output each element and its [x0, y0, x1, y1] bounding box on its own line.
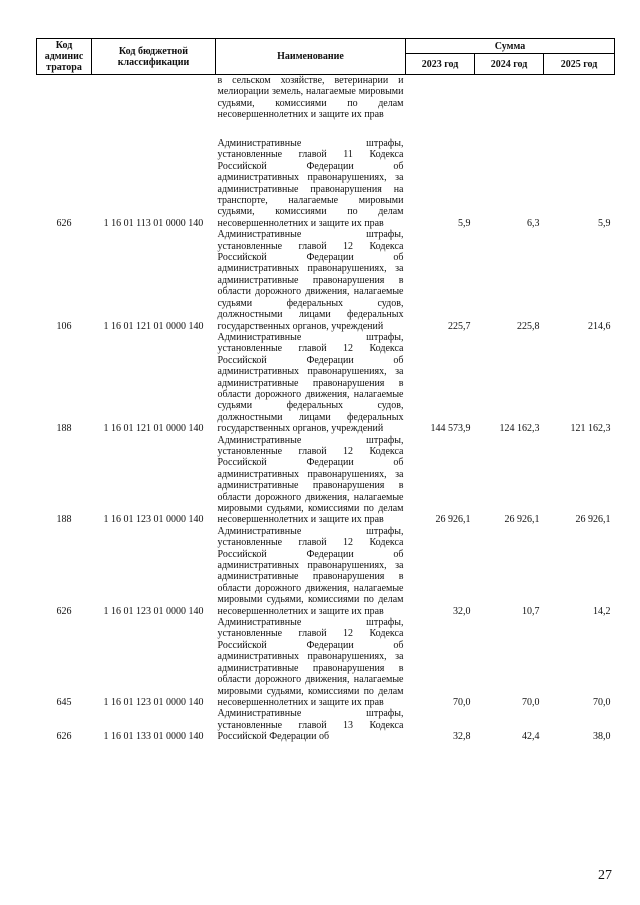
row-kbk: 1 16 01 121 01 0000 140	[103, 423, 204, 435]
row-amount-2023: 32,8	[453, 731, 471, 743]
table-row	[37, 332, 615, 435]
table-row	[37, 229, 615, 332]
row-name: Административные штрафы, установленные главой 12 Кодекса Российской Федерации об административных правонарушениях, за административные правонарушения в области дорожного движения, налагаемые мировыми судьями, комиссиями по делам несовершеннолетних и защите их прав	[217, 617, 404, 708]
budget-revenue-table-page	[36, 38, 614, 743]
row-amount-2025: 26 926,1	[575, 514, 611, 526]
row-admin-code: 188	[56, 514, 72, 526]
row-name: Административные штрафы, установленные главой 12 Кодекса Российской Федерации об административных правонарушениях, за административные правонарушения в области дорожного движения, налагаемые мировыми судьями, комиссиями по делам несовершеннолетних и защите их прав	[217, 525, 404, 617]
row-amount-2023: 70,0	[453, 696, 471, 708]
row-amount-2024: 6,3	[527, 217, 540, 229]
row-amount-2023: 5,9	[458, 217, 471, 229]
row-name: Административные штрафы, установленные главой 11 Кодекса Российской Федерации об административных правонарушениях, за административные правонарушения на транспорте, налагаемые мировыми судьями, комиссиями по делам несовершеннолетних и защите их прав	[217, 138, 404, 229]
header-admin-code: Код админис тратора	[37, 39, 92, 75]
row-admin-code: 626	[56, 605, 72, 617]
table-row	[37, 526, 615, 617]
row-amount-2025: 14,2	[593, 605, 611, 617]
row-admin-code: 626	[56, 731, 72, 743]
row-amount-2024: 26 926,1	[504, 514, 540, 526]
header-kbk: Код бюджетной классификации	[92, 39, 216, 75]
row-amount-2025: 38,0	[593, 731, 611, 743]
row-amount-2024: 124 162,3	[499, 423, 540, 435]
row-kbk: 1 16 01 133 01 0000 140	[103, 731, 204, 743]
row-kbk: 1 16 01 123 01 0000 140	[103, 514, 204, 526]
page-number: 27	[598, 868, 612, 883]
table-row	[37, 435, 615, 526]
row-amount-2025: 5,9	[598, 217, 611, 229]
row-amount-2023: 144 573,9	[430, 423, 471, 435]
revenue-table	[36, 38, 615, 743]
row-admin-code: 188	[56, 423, 72, 435]
row-admin-code: 626	[56, 217, 72, 229]
row-kbk: 1 16 01 121 01 0000 140	[103, 320, 204, 332]
row-amount-2024: 10,7	[522, 605, 540, 617]
row-amount-2024: 42,4	[522, 731, 540, 743]
row-amount-2023: 225,7	[448, 320, 471, 332]
header-year-2023: 2023 год	[406, 54, 475, 75]
table-row	[37, 138, 615, 229]
header-sum: Сумма	[406, 39, 615, 54]
row-amount-2023: 32,0	[453, 605, 471, 617]
row-amount-2025: 70,0	[593, 696, 611, 708]
row-amount-2023: 26 926,1	[435, 514, 471, 526]
row-admin-code: 645	[56, 696, 72, 708]
table-body	[37, 75, 615, 743]
row-kbk: 1 16 01 123 01 0000 140	[103, 605, 204, 617]
header-name: Наименование	[216, 39, 406, 75]
row-admin-code: 106	[56, 320, 72, 332]
row-amount-2025: 214,6	[588, 320, 611, 332]
row-kbk: 1 16 01 123 01 0000 140	[103, 696, 204, 708]
row-amount-2024: 70,0	[522, 696, 540, 708]
row-name: Административные штрафы, установленные главой 12 Кодекса Российской Федерации об административных правонарушениях, за административные правонарушения в области дорожного движения, налагаемые судьями федеральных судов, должностными лицами федеральных государственных органов, учреждений	[217, 229, 404, 332]
row-name-continuation: в сельском хозяйстве, ветеринарии и мелиорации земель, налагаемые мировыми судьями, комиссиями по делам несовершеннолетних и защите их прав	[217, 75, 404, 121]
table-header	[37, 39, 615, 75]
row-amount-2025: 121 162,3	[570, 423, 611, 435]
row-name: Административные штрафы, установленные главой 13 Кодекса Российской Федерации об	[217, 708, 404, 743]
header-year-2024: 2024 год	[475, 54, 544, 75]
table-row	[37, 617, 615, 708]
row-kbk: 1 16 01 113 01 0000 140	[103, 217, 204, 229]
header-year-2025: 2025 год	[544, 54, 615, 75]
table-row-continuation	[37, 75, 615, 139]
row-amount-2024: 225,8	[517, 320, 540, 332]
row-name: Административные штрафы, установленные главой 12 Кодекса Российской Федерации об административных правонарушениях, за административные правонарушения в области дорожного движения, налагаемые мировыми судьями, комиссиями по делам несовершеннолетних и защите их прав	[217, 434, 404, 526]
table-row	[37, 708, 615, 742]
row-name: Административные штрафы, установленные главой 12 Кодекса Российской Федерации об административных правонарушениях, за административные правонарушения в области дорожного движения, налагаемые судьями федеральных судов, должностными лицами федеральных государственных органов, учреждений	[217, 331, 404, 435]
